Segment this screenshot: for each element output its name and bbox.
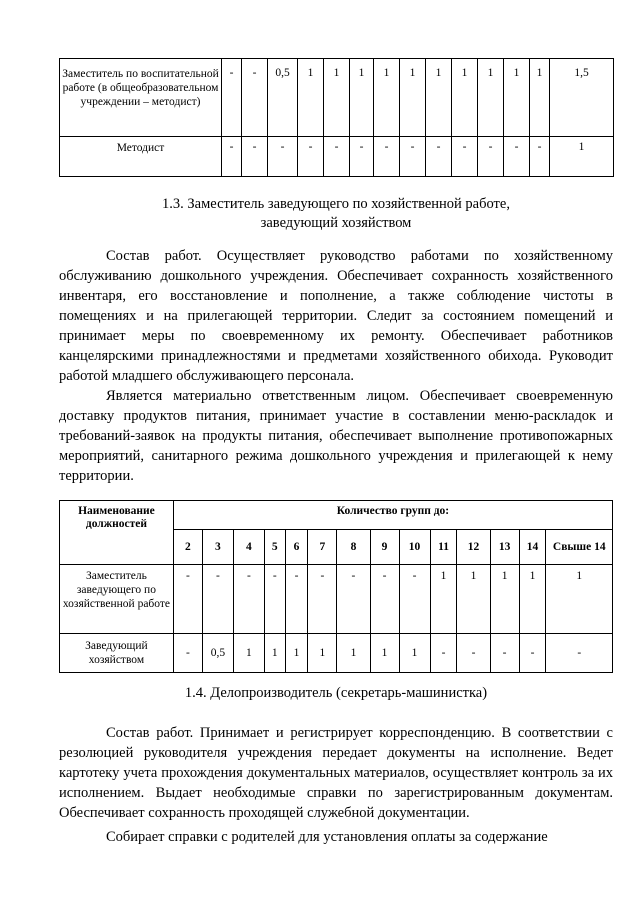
section-heading-1-3 <box>59 195 613 233</box>
table-row <box>60 565 613 634</box>
position-name: Заведующий хозяйством <box>60 634 174 673</box>
table-cell: - <box>546 634 613 673</box>
heading-line: заведующий хозяйством <box>260 215 412 231</box>
table-cell: - <box>268 137 298 177</box>
table-cell: - <box>202 565 233 634</box>
group-count-header: Количество групп до: <box>173 501 612 530</box>
column-header: Свыше 14 <box>546 530 613 565</box>
table-cell: 1 <box>478 59 504 137</box>
table-cell: 1 <box>546 565 613 634</box>
heading-line: 1.3. Заместитель заведующего по хозяйственной работе, <box>162 196 510 212</box>
column-header: 4 <box>233 530 264 565</box>
section-heading-1-4: 1.4. Делопроизводитель (секретарь-машинистка) <box>184 685 488 701</box>
staffing-table-continued <box>59 58 614 177</box>
table-cell: - <box>399 565 430 634</box>
table-cell: - <box>264 565 285 634</box>
table-cell: 1 <box>350 59 374 137</box>
column-header: 7 <box>308 530 337 565</box>
table-cell: 1 <box>426 59 452 137</box>
column-header: 6 <box>285 530 308 565</box>
table-cell: - <box>478 137 504 177</box>
column-header: 3 <box>202 530 233 565</box>
table-cell: - <box>370 565 399 634</box>
table-cell: - <box>430 634 457 673</box>
position-name: Заместитель по воспитательной работе (в общеобразовательном учреждении – методист) <box>60 59 222 137</box>
table-row <box>60 634 613 673</box>
paragraph: Собирает справки с родителей для установления оплаты за содержание <box>106 829 548 845</box>
table-cell: 1 <box>530 59 550 137</box>
column-header: 5 <box>264 530 285 565</box>
table-cell: 1 <box>285 634 308 673</box>
table-cell: 1 <box>370 634 399 673</box>
table-cell: 1 <box>430 565 457 634</box>
column-header: 12 <box>457 530 490 565</box>
table-cell: - <box>337 565 370 634</box>
table-cell: - <box>400 137 426 177</box>
table-cell: 1 <box>324 59 350 137</box>
name-column-header: Наименование должностей <box>60 501 174 565</box>
table-cell: - <box>173 565 202 634</box>
paragraph: Состав работ. Принимает и регистрирует корреспонденцию. В соответствии с резолюцией руководителя учреждения передает документы на исполнение. Ведет картотеку учета прохождения документальных материалов, осуществляет контроль за их исполнением. Выдает необходимые справки по зарегистрированным документам. Обеспечивает сохранность проходящей служебной документации. <box>59 725 613 821</box>
table-cell: 1 <box>374 59 400 137</box>
table-cell: - <box>242 59 268 137</box>
table-cell: - <box>374 137 400 177</box>
paragraph: Является материально ответственным лицом. Обеспечивает своевременную доставку продуктов питания, принимает участие в составлении меню-раскладок и требований-заявок на продукты питания, обеспечивает выполнение противопожарных мероприятий, санитарного режима дошкольного учреждения и прилегающей к нему территории. <box>59 388 613 484</box>
table-cell: - <box>350 137 374 177</box>
table-cell: 1 <box>308 634 337 673</box>
column-header: 9 <box>370 530 399 565</box>
table-cell: - <box>222 59 242 137</box>
table-cell: - <box>308 565 337 634</box>
table-cell: 1 <box>399 634 430 673</box>
table-row <box>60 59 614 137</box>
table-cell: 1 <box>490 565 519 634</box>
table-cell: 1 <box>337 634 370 673</box>
staffing-table-household <box>59 500 613 673</box>
paragraph: Состав работ. Осуществляет руководство работами по хозяйственному обслуживанию дошкольного учреждения. Обеспечивает сохранность хозяйственного инвентаря, его восстановление и пополнение, а также соблюдение чистоты в помещениях и на прилегающей территории. Следит за состоянием помещений и принимает меры по своевременному их ремонту. Обеспечивает работников канцелярскими принадлежностями и предметами хозяйственного обихода. Руководит работой младшего обслуживающего персонала. <box>59 248 613 384</box>
table-cell: - <box>285 565 308 634</box>
table-cell: - <box>426 137 452 177</box>
table-cell: 1 <box>400 59 426 137</box>
table-cell: - <box>457 634 490 673</box>
position-name: Методист <box>60 137 222 177</box>
table-cell: - <box>233 565 264 634</box>
table-cell: 1 <box>504 59 530 137</box>
table-cell: - <box>324 137 350 177</box>
table-cell: 1 <box>519 565 546 634</box>
table-cell: - <box>173 634 202 673</box>
table-cell: 1 <box>457 565 490 634</box>
table-header-row <box>60 501 613 530</box>
table-cell: 1 <box>452 59 478 137</box>
column-header: 13 <box>490 530 519 565</box>
table-cell: - <box>519 634 546 673</box>
table-cell: 1,5 <box>550 59 614 137</box>
table-cell: 1 <box>264 634 285 673</box>
column-header: 11 <box>430 530 457 565</box>
column-header: 10 <box>399 530 430 565</box>
column-header: 2 <box>173 530 202 565</box>
table-cell: 1 <box>233 634 264 673</box>
table-cell: - <box>452 137 478 177</box>
table-cell: - <box>530 137 550 177</box>
table-row <box>60 137 614 177</box>
table-cell: 0,5 <box>202 634 233 673</box>
column-header: 8 <box>337 530 370 565</box>
table-cell: 1 <box>298 59 324 137</box>
table-cell: 1 <box>550 137 614 177</box>
table-cell: - <box>298 137 324 177</box>
column-header: 14 <box>519 530 546 565</box>
table-cell: 0,5 <box>268 59 298 137</box>
position-name: Заместитель заведующего по хозяйственной работе <box>60 565 174 634</box>
table-cell: - <box>490 634 519 673</box>
table-cell: - <box>504 137 530 177</box>
table-cell: - <box>222 137 242 177</box>
table-cell: - <box>242 137 268 177</box>
